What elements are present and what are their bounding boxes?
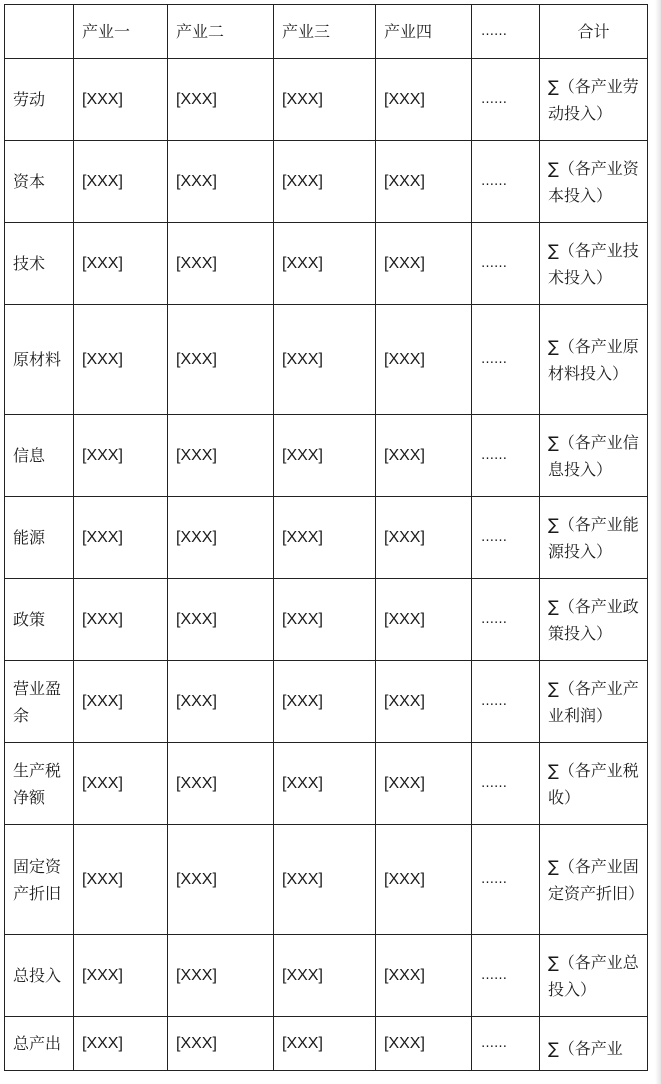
value-cell: [XXX] bbox=[168, 935, 274, 1017]
value-cell: [XXX] bbox=[168, 305, 274, 415]
ellipsis-cell: …… bbox=[472, 497, 540, 579]
value-cell: [XXX] bbox=[168, 141, 274, 223]
header-corner bbox=[5, 5, 74, 59]
header-total: 合计 bbox=[540, 5, 648, 59]
value-cell: [XXX] bbox=[274, 661, 376, 743]
row-label: 固定资产折旧 bbox=[5, 825, 74, 935]
total-text: ∑（各产业信息投入） bbox=[548, 432, 639, 479]
value-cell: [XXX] bbox=[376, 497, 472, 579]
table-row bbox=[5, 1017, 648, 1071]
value-cell: [XXX] bbox=[74, 579, 168, 661]
value-cell: [XXX] bbox=[168, 497, 274, 579]
value-cell: [XXX] bbox=[376, 825, 472, 935]
total-cell bbox=[540, 935, 648, 1017]
ellipsis-cell: …… bbox=[472, 825, 540, 935]
value-cell: [XXX] bbox=[74, 661, 168, 743]
header-industry-2: 产业二 bbox=[168, 5, 274, 59]
ellipsis-cell: …… bbox=[472, 305, 540, 415]
total-text: ∑（各产业产业利润） bbox=[548, 678, 639, 725]
header-industry-1: 产业一 bbox=[74, 5, 168, 59]
total-text: ∑（各产业政策投入） bbox=[548, 596, 639, 643]
table-row bbox=[5, 141, 648, 223]
ellipsis-cell: …… bbox=[472, 579, 540, 661]
total-text: ∑（各产业总投入） bbox=[548, 952, 639, 999]
value-cell: [XXX] bbox=[274, 141, 376, 223]
value-cell: [XXX] bbox=[74, 1017, 168, 1071]
value-cell: [XXX] bbox=[74, 497, 168, 579]
total-text: ∑（各产业固定资产折旧） bbox=[548, 856, 645, 903]
row-label: 生产税净额 bbox=[5, 743, 74, 825]
value-cell: [XXX] bbox=[376, 935, 472, 1017]
value-cell: [XXX] bbox=[274, 825, 376, 935]
value-cell: [XXX] bbox=[168, 1017, 274, 1071]
value-cell: [XXX] bbox=[74, 223, 168, 305]
row-label: 营业盈余 bbox=[5, 661, 74, 743]
total-cell bbox=[540, 1017, 648, 1071]
value-cell: [XXX] bbox=[74, 743, 168, 825]
value-cell: [XXX] bbox=[274, 497, 376, 579]
table-row bbox=[5, 415, 648, 497]
total-cell bbox=[540, 59, 648, 141]
row-label: 原材料 bbox=[5, 305, 74, 415]
total-text: ∑（各产业资本投入） bbox=[548, 158, 639, 205]
value-cell: [XXX] bbox=[74, 305, 168, 415]
value-cell: [XXX] bbox=[168, 59, 274, 141]
value-cell: [XXX] bbox=[376, 305, 472, 415]
row-label: 总投入 bbox=[5, 935, 74, 1017]
total-text: ∑（各产业 bbox=[548, 1039, 623, 1058]
value-cell: [XXX] bbox=[168, 661, 274, 743]
value-cell: [XXX] bbox=[274, 1017, 376, 1071]
total-text: ∑（各产业能源投入） bbox=[548, 514, 639, 561]
total-text: ∑（各产业劳动投入） bbox=[548, 76, 639, 123]
value-cell: [XXX] bbox=[274, 59, 376, 141]
value-cell: [XXX] bbox=[74, 59, 168, 141]
row-label: 技术 bbox=[5, 223, 74, 305]
table-row bbox=[5, 579, 648, 661]
total-cell bbox=[540, 579, 648, 661]
table-row bbox=[5, 59, 648, 141]
total-text: ∑（各产业原材料投入） bbox=[548, 336, 639, 383]
total-cell bbox=[540, 825, 648, 935]
input-output-table bbox=[4, 4, 648, 1071]
ellipsis-cell: …… bbox=[472, 59, 540, 141]
value-cell: [XXX] bbox=[274, 743, 376, 825]
table-row bbox=[5, 825, 648, 935]
value-cell: [XXX] bbox=[274, 935, 376, 1017]
ellipsis-cell: …… bbox=[472, 415, 540, 497]
table-row bbox=[5, 305, 648, 415]
value-cell: [XXX] bbox=[376, 141, 472, 223]
row-label: 能源 bbox=[5, 497, 74, 579]
table-row bbox=[5, 497, 648, 579]
value-cell: [XXX] bbox=[376, 661, 472, 743]
value-cell: [XXX] bbox=[74, 415, 168, 497]
row-label: 资本 bbox=[5, 141, 74, 223]
row-label: 信息 bbox=[5, 415, 74, 497]
table-row bbox=[5, 935, 648, 1017]
value-cell: [XXX] bbox=[74, 935, 168, 1017]
total-text: ∑（各产业税收） bbox=[548, 760, 639, 807]
row-label: 总产出 bbox=[5, 1017, 74, 1071]
value-cell: [XXX] bbox=[274, 305, 376, 415]
header-industry-3: 产业三 bbox=[274, 5, 376, 59]
ellipsis-cell: …… bbox=[472, 141, 540, 223]
value-cell: [XXX] bbox=[168, 825, 274, 935]
ellipsis-cell: …… bbox=[472, 223, 540, 305]
ellipsis-cell: …… bbox=[472, 743, 540, 825]
value-cell: [XXX] bbox=[274, 579, 376, 661]
total-cell bbox=[540, 415, 648, 497]
header-industry-4: 产业四 bbox=[376, 5, 472, 59]
value-cell: [XXX] bbox=[376, 59, 472, 141]
value-cell: [XXX] bbox=[168, 415, 274, 497]
ellipsis-cell: …… bbox=[472, 661, 540, 743]
row-label: 劳动 bbox=[5, 59, 74, 141]
page-edge-shadow bbox=[655, 0, 661, 1084]
value-cell: [XXX] bbox=[376, 415, 472, 497]
total-cell bbox=[540, 743, 648, 825]
value-cell: [XXX] bbox=[274, 223, 376, 305]
total-cell bbox=[540, 305, 648, 415]
value-cell: [XXX] bbox=[376, 1017, 472, 1071]
value-cell: [XXX] bbox=[376, 223, 472, 305]
row-label: 政策 bbox=[5, 579, 74, 661]
table-row bbox=[5, 743, 648, 825]
value-cell: [XXX] bbox=[168, 223, 274, 305]
value-cell: [XXX] bbox=[74, 141, 168, 223]
table-row bbox=[5, 223, 648, 305]
value-cell: [XXX] bbox=[74, 825, 168, 935]
value-cell: [XXX] bbox=[274, 415, 376, 497]
total-cell bbox=[540, 223, 648, 305]
value-cell: [XXX] bbox=[168, 579, 274, 661]
total-cell bbox=[540, 141, 648, 223]
header-row bbox=[5, 5, 648, 59]
value-cell: [XXX] bbox=[376, 579, 472, 661]
value-cell: [XXX] bbox=[376, 743, 472, 825]
total-cell bbox=[540, 497, 648, 579]
ellipsis-cell: …… bbox=[472, 935, 540, 1017]
header-ellipsis: …… bbox=[472, 5, 540, 59]
ellipsis-cell: …… bbox=[472, 1017, 540, 1071]
value-cell: [XXX] bbox=[168, 743, 274, 825]
total-text: ∑（各产业技术投入） bbox=[548, 240, 639, 287]
table-row bbox=[5, 661, 648, 743]
total-cell bbox=[540, 661, 648, 743]
